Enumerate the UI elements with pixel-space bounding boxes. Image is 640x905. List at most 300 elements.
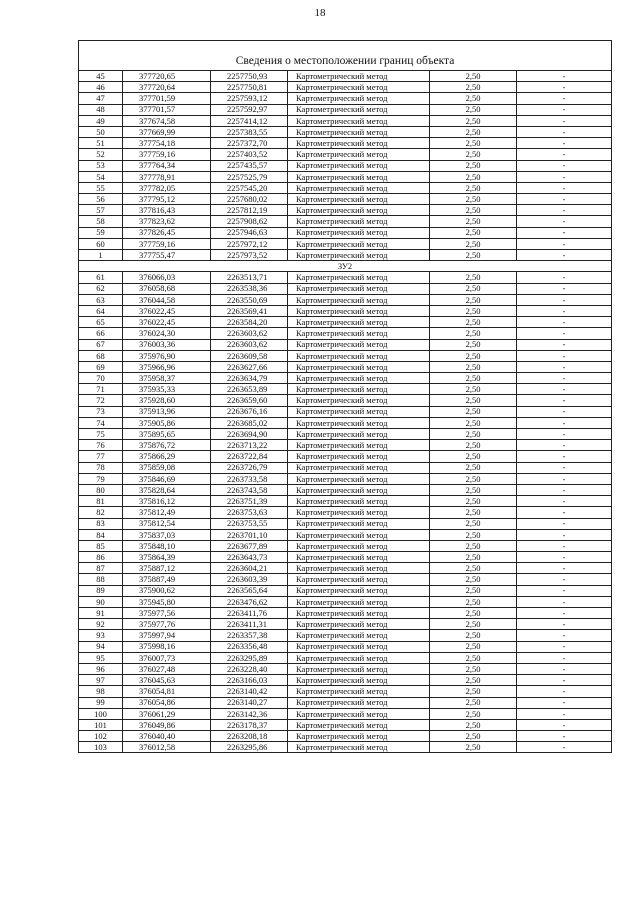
x-coordinate-cell: 375876,72 [123, 440, 211, 451]
x-coordinate-cell: 377826,45 [123, 227, 211, 238]
accuracy-cell: 2,50 [430, 406, 517, 417]
point-number-cell: 58 [79, 216, 123, 227]
point-number-cell: 61 [79, 272, 123, 283]
x-coordinate-cell: 375998,16 [123, 641, 211, 652]
x-coordinate-cell: 375864,39 [123, 552, 211, 563]
accuracy-cell: 2,50 [430, 350, 517, 361]
x-coordinate-cell: 376012,58 [123, 742, 211, 753]
point-number-cell: 73 [79, 406, 123, 417]
method-cell: Картометрический метод [288, 250, 430, 261]
table-row [79, 328, 612, 339]
point-number-cell: 60 [79, 238, 123, 249]
method-cell: Картометрический метод [288, 406, 430, 417]
note-cell: - [517, 227, 612, 238]
table-row [79, 496, 612, 507]
method-cell: Картометрический метод [288, 563, 430, 574]
note-cell: - [517, 82, 612, 93]
accuracy-cell: 2,50 [430, 641, 517, 652]
method-cell: Картометрический метод [288, 619, 430, 630]
note-cell: - [517, 619, 612, 630]
y-coordinate-cell: 2263659,60 [211, 395, 288, 406]
x-coordinate-cell: 377720,65 [123, 71, 211, 82]
table-row [79, 216, 612, 227]
note-cell: - [517, 149, 612, 160]
table-row [79, 552, 612, 563]
note-cell: - [517, 585, 612, 596]
y-coordinate-cell: 2257414,12 [211, 115, 288, 126]
point-number-cell: 50 [79, 126, 123, 137]
table-row [79, 742, 612, 753]
accuracy-cell: 2,50 [430, 462, 517, 473]
accuracy-cell: 2,50 [430, 552, 517, 563]
accuracy-cell: 2,50 [430, 675, 517, 686]
method-cell: Картометрический метод [288, 373, 430, 384]
point-number-cell: 89 [79, 585, 123, 596]
accuracy-cell: 2,50 [430, 417, 517, 428]
method-cell: Картометрический метод [288, 608, 430, 619]
y-coordinate-cell: 2257972,12 [211, 238, 288, 249]
point-number-cell: 88 [79, 574, 123, 585]
point-number-cell: 72 [79, 395, 123, 406]
point-number-cell: 79 [79, 473, 123, 484]
note-cell: - [517, 440, 612, 451]
method-cell: Картометрический метод [288, 529, 430, 540]
note-cell: - [517, 484, 612, 495]
point-number-cell: 45 [79, 71, 123, 82]
table-row [79, 440, 612, 451]
note-cell: - [517, 473, 612, 484]
table-row [79, 697, 612, 708]
method-cell: Картометрический метод [288, 697, 430, 708]
table-row [79, 238, 612, 249]
point-number-cell: 99 [79, 697, 123, 708]
table-title-row [79, 47, 612, 71]
y-coordinate-cell: 2263694,90 [211, 429, 288, 440]
y-coordinate-cell: 2263140,27 [211, 697, 288, 708]
method-cell: Картометрический метод [288, 686, 430, 697]
method-cell: Картометрический метод [288, 138, 430, 149]
table-row [79, 104, 612, 115]
y-coordinate-cell: 2257435,57 [211, 160, 288, 171]
note-cell: - [517, 731, 612, 742]
x-coordinate-cell: 377720,64 [123, 82, 211, 93]
table-row [79, 518, 612, 529]
y-coordinate-cell: 2257545,20 [211, 182, 288, 193]
point-number-cell: 67 [79, 339, 123, 350]
x-coordinate-cell: 375887,49 [123, 574, 211, 585]
table-row [79, 373, 612, 384]
point-number-cell: 68 [79, 350, 123, 361]
x-coordinate-cell: 376022,45 [123, 305, 211, 316]
method-cell: Картометрический метод [288, 451, 430, 462]
y-coordinate-cell: 2263411,31 [211, 619, 288, 630]
method-cell: Картометрический метод [288, 305, 430, 316]
y-coordinate-cell: 2263753,55 [211, 518, 288, 529]
note-cell: - [517, 238, 612, 249]
method-cell: Картометрический метод [288, 518, 430, 529]
accuracy-cell: 2,50 [430, 496, 517, 507]
accuracy-cell: 2,50 [430, 608, 517, 619]
x-coordinate-cell: 375812,54 [123, 518, 211, 529]
accuracy-cell: 2,50 [430, 473, 517, 484]
x-coordinate-cell: 377823,62 [123, 216, 211, 227]
y-coordinate-cell: 2257592,97 [211, 104, 288, 115]
note-cell: - [517, 518, 612, 529]
table-row [79, 429, 612, 440]
point-number-cell: 1 [79, 250, 123, 261]
y-coordinate-cell: 2257973,52 [211, 250, 288, 261]
y-coordinate-cell: 2263569,41 [211, 305, 288, 316]
note-cell: - [517, 160, 612, 171]
x-coordinate-cell: 376066,03 [123, 272, 211, 283]
note-cell: - [517, 115, 612, 126]
point-number-cell: 70 [79, 373, 123, 384]
x-coordinate-cell: 376040,40 [123, 731, 211, 742]
y-coordinate-cell: 2257593,12 [211, 93, 288, 104]
point-number-cell: 74 [79, 417, 123, 428]
point-number-cell: 77 [79, 451, 123, 462]
accuracy-cell: 2,50 [430, 361, 517, 372]
y-coordinate-cell: 2263643,73 [211, 552, 288, 563]
point-number-cell: 47 [79, 93, 123, 104]
accuracy-cell: 2,50 [430, 82, 517, 93]
y-coordinate-cell: 2263208,18 [211, 731, 288, 742]
table-row [79, 596, 612, 607]
y-coordinate-cell: 2263584,20 [211, 317, 288, 328]
accuracy-cell: 2,50 [430, 440, 517, 451]
x-coordinate-cell: 377778,91 [123, 171, 211, 182]
table-row [79, 149, 612, 160]
y-coordinate-cell: 2263411,76 [211, 608, 288, 619]
note-cell: - [517, 708, 612, 719]
method-cell: Картометрический метод [288, 462, 430, 473]
x-coordinate-cell: 377754,18 [123, 138, 211, 149]
table-row [79, 384, 612, 395]
section-row [79, 261, 612, 272]
accuracy-cell: 2,50 [430, 182, 517, 193]
x-coordinate-cell: 375895,65 [123, 429, 211, 440]
accuracy-cell: 2,50 [430, 126, 517, 137]
accuracy-cell: 2,50 [430, 272, 517, 283]
point-number-cell: 93 [79, 630, 123, 641]
method-cell: Картометрический метод [288, 272, 430, 283]
x-coordinate-cell: 376022,45 [123, 317, 211, 328]
table-row [79, 283, 612, 294]
method-cell: Картометрический метод [288, 742, 430, 753]
y-coordinate-cell: 2257946,63 [211, 227, 288, 238]
accuracy-cell: 2,50 [430, 596, 517, 607]
note-cell: - [517, 272, 612, 283]
y-coordinate-cell: 2257750,81 [211, 82, 288, 93]
table-row [79, 484, 612, 495]
method-cell: Картометрический метод [288, 82, 430, 93]
accuracy-cell: 2,50 [430, 238, 517, 249]
method-cell: Картометрический метод [288, 216, 430, 227]
y-coordinate-cell: 2263634,79 [211, 373, 288, 384]
point-number-cell: 49 [79, 115, 123, 126]
method-cell: Картометрический метод [288, 496, 430, 507]
note-cell: - [517, 719, 612, 730]
accuracy-cell: 2,50 [430, 429, 517, 440]
x-coordinate-cell: 376024,30 [123, 328, 211, 339]
point-number-cell: 65 [79, 317, 123, 328]
note-cell: - [517, 574, 612, 585]
x-coordinate-cell: 375887,12 [123, 563, 211, 574]
table-row [79, 507, 612, 518]
x-coordinate-cell: 375966,96 [123, 361, 211, 372]
table-row [79, 395, 612, 406]
y-coordinate-cell: 2263295,89 [211, 652, 288, 663]
accuracy-cell: 2,50 [430, 115, 517, 126]
point-number-cell: 100 [79, 708, 123, 719]
note-cell: - [517, 563, 612, 574]
note-cell: - [517, 350, 612, 361]
table-row [79, 160, 612, 171]
method-cell: Картометрический метод [288, 440, 430, 451]
x-coordinate-cell: 375945,80 [123, 596, 211, 607]
accuracy-cell: 2,50 [430, 518, 517, 529]
table-row [79, 540, 612, 551]
table-row [79, 451, 612, 462]
point-number-cell: 98 [79, 686, 123, 697]
table-row [79, 708, 612, 719]
boundary-table-container [78, 40, 611, 753]
x-coordinate-cell: 376058,68 [123, 283, 211, 294]
method-cell: Картометрический метод [288, 115, 430, 126]
accuracy-cell: 2,50 [430, 540, 517, 551]
point-number-cell: 101 [79, 719, 123, 730]
table-row [79, 361, 612, 372]
note-cell: - [517, 126, 612, 137]
point-number-cell: 94 [79, 641, 123, 652]
table-row [79, 652, 612, 663]
note-cell: - [517, 742, 612, 753]
y-coordinate-cell: 2257525,79 [211, 171, 288, 182]
method-cell: Картометрический метод [288, 384, 430, 395]
x-coordinate-cell: 377674,58 [123, 115, 211, 126]
method-cell: Картометрический метод [288, 429, 430, 440]
note-cell: - [517, 630, 612, 641]
y-coordinate-cell: 2263751,39 [211, 496, 288, 507]
x-coordinate-cell: 375928,60 [123, 395, 211, 406]
note-cell: - [517, 328, 612, 339]
method-cell: Картометрический метод [288, 194, 430, 205]
table-row [79, 227, 612, 238]
accuracy-cell: 2,50 [430, 697, 517, 708]
method-cell: Картометрический метод [288, 350, 430, 361]
method-cell: Картометрический метод [288, 328, 430, 339]
table-row [79, 317, 612, 328]
note-cell: - [517, 361, 612, 372]
note-cell: - [517, 596, 612, 607]
note-cell: - [517, 294, 612, 305]
y-coordinate-cell: 2257812,19 [211, 205, 288, 216]
note-cell: - [517, 283, 612, 294]
note-cell: - [517, 373, 612, 384]
note-cell: - [517, 250, 612, 261]
y-coordinate-cell: 2263733,58 [211, 473, 288, 484]
x-coordinate-cell: 377701,59 [123, 93, 211, 104]
accuracy-cell: 2,50 [430, 619, 517, 630]
method-cell: Картометрический метод [288, 160, 430, 171]
table-row [79, 731, 612, 742]
note-cell: - [517, 93, 612, 104]
point-number-cell: 83 [79, 518, 123, 529]
accuracy-cell: 2,50 [430, 585, 517, 596]
x-coordinate-cell: 377755,47 [123, 250, 211, 261]
y-coordinate-cell: 2263295,86 [211, 742, 288, 753]
note-cell: - [517, 339, 612, 350]
y-coordinate-cell: 2263722,84 [211, 451, 288, 462]
note-cell: - [517, 540, 612, 551]
method-cell: Картометрический метод [288, 104, 430, 115]
point-number-cell: 66 [79, 328, 123, 339]
x-coordinate-cell: 375977,56 [123, 608, 211, 619]
table-row [79, 305, 612, 316]
x-coordinate-cell: 376054,81 [123, 686, 211, 697]
x-coordinate-cell: 375866,29 [123, 451, 211, 462]
accuracy-cell: 2,50 [430, 283, 517, 294]
x-coordinate-cell: 375958,37 [123, 373, 211, 384]
method-cell: Картометрический метод [288, 171, 430, 182]
x-coordinate-cell: 375837,03 [123, 529, 211, 540]
point-number-cell: 64 [79, 305, 123, 316]
method-cell: Картометрический метод [288, 507, 430, 518]
table-row [79, 182, 612, 193]
point-number-cell: 54 [79, 171, 123, 182]
point-number-cell: 53 [79, 160, 123, 171]
method-cell: Картометрический метод [288, 317, 430, 328]
table-row [79, 350, 612, 361]
note-cell: - [517, 552, 612, 563]
x-coordinate-cell: 377701,57 [123, 104, 211, 115]
accuracy-cell: 2,50 [430, 719, 517, 730]
note-cell: - [517, 462, 612, 473]
table-row [79, 93, 612, 104]
x-coordinate-cell: 375905,86 [123, 417, 211, 428]
point-number-cell: 81 [79, 496, 123, 507]
accuracy-cell: 2,50 [430, 708, 517, 719]
x-coordinate-cell: 375812,49 [123, 507, 211, 518]
method-cell: Картометрический метод [288, 395, 430, 406]
note-cell: - [517, 417, 612, 428]
table-row [79, 641, 612, 652]
table-row [79, 171, 612, 182]
note-cell: - [517, 205, 612, 216]
x-coordinate-cell: 376027,48 [123, 663, 211, 674]
table-row [79, 585, 612, 596]
x-coordinate-cell: 375997,94 [123, 630, 211, 641]
accuracy-cell: 2,50 [430, 563, 517, 574]
point-number-cell: 96 [79, 663, 123, 674]
accuracy-cell: 2,50 [430, 194, 517, 205]
accuracy-cell: 2,50 [430, 529, 517, 540]
x-coordinate-cell: 376003,36 [123, 339, 211, 350]
method-cell: Картометрический метод [288, 641, 430, 652]
note-cell: - [517, 451, 612, 462]
note-cell: - [517, 663, 612, 674]
note-cell: - [517, 171, 612, 182]
y-coordinate-cell: 2263550,69 [211, 294, 288, 305]
table-row [79, 406, 612, 417]
point-number-cell: 103 [79, 742, 123, 753]
accuracy-cell: 2,50 [430, 138, 517, 149]
x-coordinate-cell: 375900,62 [123, 585, 211, 596]
accuracy-cell: 2,50 [430, 484, 517, 495]
table-row [79, 574, 612, 585]
note-cell: - [517, 71, 612, 82]
method-cell: Картометрический метод [288, 361, 430, 372]
point-number-cell: 91 [79, 608, 123, 619]
method-cell: Картометрический метод [288, 294, 430, 305]
x-coordinate-cell: 377669,99 [123, 126, 211, 137]
table-row [79, 563, 612, 574]
x-coordinate-cell: 375859,08 [123, 462, 211, 473]
point-number-cell: 48 [79, 104, 123, 115]
x-coordinate-cell: 376007,73 [123, 652, 211, 663]
y-coordinate-cell: 2263677,89 [211, 540, 288, 551]
accuracy-cell: 2,50 [430, 630, 517, 641]
accuracy-cell: 2,50 [430, 328, 517, 339]
accuracy-cell: 2,50 [430, 104, 517, 115]
x-coordinate-cell: 375846,69 [123, 473, 211, 484]
x-coordinate-cell: 377764,34 [123, 160, 211, 171]
note-cell: - [517, 641, 612, 652]
note-cell: - [517, 496, 612, 507]
accuracy-cell: 2,50 [430, 373, 517, 384]
note-cell: - [517, 317, 612, 328]
y-coordinate-cell: 2263609,58 [211, 350, 288, 361]
method-cell: Картометрический метод [288, 708, 430, 719]
note-cell: - [517, 216, 612, 227]
note-cell: - [517, 384, 612, 395]
note-cell: - [517, 529, 612, 540]
accuracy-cell: 2,50 [430, 160, 517, 171]
table-row [79, 473, 612, 484]
method-cell: Картометрический метод [288, 552, 430, 563]
point-number-cell: 56 [79, 194, 123, 205]
y-coordinate-cell: 2263356,48 [211, 641, 288, 652]
point-number-cell: 86 [79, 552, 123, 563]
method-cell: Картометрический метод [288, 227, 430, 238]
boundary-table [78, 40, 612, 753]
method-cell: Картометрический метод [288, 652, 430, 663]
method-cell: Картометрический метод [288, 126, 430, 137]
point-number-cell: 62 [79, 283, 123, 294]
point-number-cell: 92 [79, 619, 123, 630]
x-coordinate-cell: 375828,64 [123, 484, 211, 495]
accuracy-cell: 2,50 [430, 71, 517, 82]
y-coordinate-cell: 2263476,62 [211, 596, 288, 607]
y-coordinate-cell: 2263653,89 [211, 384, 288, 395]
y-coordinate-cell: 2263603,62 [211, 339, 288, 350]
point-number-cell: 78 [79, 462, 123, 473]
accuracy-cell: 2,50 [430, 686, 517, 697]
y-coordinate-cell: 2257403,52 [211, 149, 288, 160]
table-row [79, 126, 612, 137]
accuracy-cell: 2,50 [430, 216, 517, 227]
x-coordinate-cell: 377795,12 [123, 194, 211, 205]
note-cell: - [517, 429, 612, 440]
method-cell: Картометрический метод [288, 182, 430, 193]
method-cell: Картометрический метод [288, 484, 430, 495]
accuracy-cell: 2,50 [430, 663, 517, 674]
point-number-cell: 80 [79, 484, 123, 495]
method-cell: Картометрический метод [288, 663, 430, 674]
x-coordinate-cell: 376045,63 [123, 675, 211, 686]
y-coordinate-cell: 2263726,79 [211, 462, 288, 473]
y-coordinate-cell: 2263228,40 [211, 663, 288, 674]
